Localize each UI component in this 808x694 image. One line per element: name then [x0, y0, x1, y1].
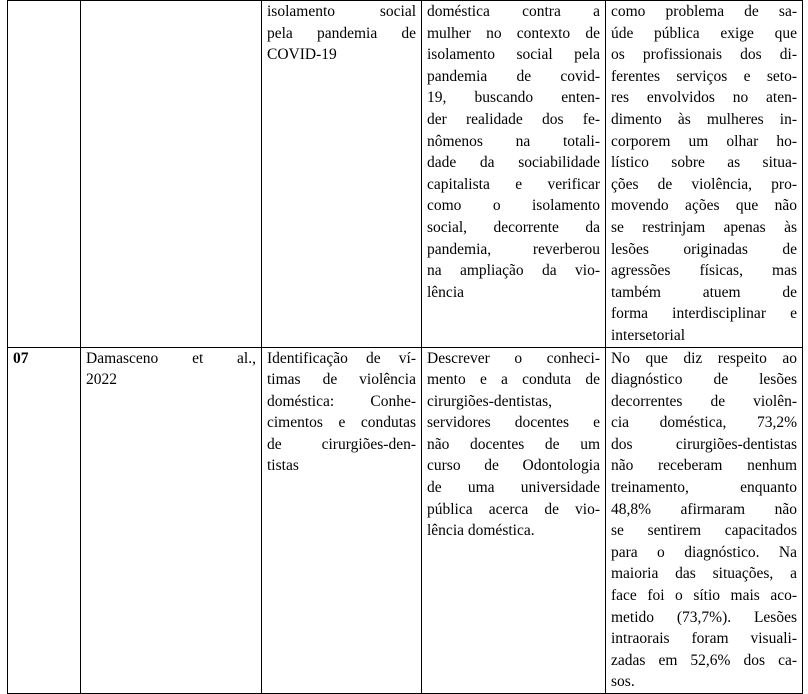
text-line: de uma universidade [427, 479, 600, 497]
study-title [267, 348, 416, 478]
text-line: isolamento social [267, 3, 416, 20]
text-line: tistas [267, 457, 299, 475]
text-line: lência [427, 283, 465, 301]
title-cell [262, 1, 422, 348]
text-line: não receberam nenhum [611, 457, 797, 475]
text-line: dimento às mulheres in- [611, 110, 797, 128]
text-line: cirurgiões-dentistas, [427, 392, 552, 410]
text-line: res envolvidos no aten- [611, 89, 797, 107]
text-line: Descrever o conheci- [427, 349, 600, 367]
text-line: de cirurgiões-den- [267, 435, 416, 453]
text-line: 48,8% afirmaram não [611, 500, 797, 518]
text-line: pela pandemia de [267, 24, 416, 42]
text-line: corporem um olhar ho- [611, 132, 797, 150]
text-line: No que diz respeito ao [611, 349, 797, 367]
text-line: dade da sociabilidade [427, 154, 600, 172]
text-line: como problema de sa- [611, 3, 797, 20]
text-line: maioria das situações, a [611, 565, 797, 583]
text-line: mento e a conduta de [427, 371, 600, 389]
title-cell [262, 347, 422, 694]
text-line: agressões físicas, mas [611, 262, 797, 280]
text-line: pública acerca de vio- [427, 500, 600, 518]
text-line: COVID-19 [267, 46, 337, 64]
study-number-cell [8, 347, 81, 694]
text-line: dos cirurgiões-dentistas [611, 435, 797, 453]
literature-review-table [7, 0, 803, 694]
text-line: intersetorial [611, 326, 686, 344]
text-line: intraorais foram visuali- [611, 630, 797, 648]
text-line: timas de violência [267, 371, 416, 389]
text-line: Damasceno et al., [86, 349, 256, 367]
study-results [611, 1, 797, 347]
text-line: como o isolamento [427, 197, 600, 215]
text-line: pandemia de covid- [427, 67, 600, 85]
text-line: também atuem de [611, 283, 797, 301]
text-line: Identificação de ví- [267, 349, 416, 367]
text-line: diagnóstico de lesões [611, 371, 797, 389]
objective-cell [422, 1, 606, 348]
text-line: lístico sobre as situa- [611, 154, 797, 172]
text-line: decorrentes de violên- [611, 392, 797, 410]
text-line: capitalista e verificar [427, 175, 600, 193]
text-line: para o diagnóstico. Na [611, 543, 797, 561]
text-line: forma interdisciplinar e [611, 305, 797, 323]
text-line: doméstica contra a [427, 3, 600, 20]
author-year-cell [81, 1, 262, 348]
text-line: os profissionais dos di- [611, 46, 797, 64]
text-line: pandemia, reverberou [427, 240, 600, 258]
text-line: curso de Odontologia [427, 457, 600, 475]
study-results [611, 348, 797, 694]
text-line: se sentirem capacitados [611, 522, 797, 540]
text-line: isolamento social pela [427, 46, 600, 64]
text-line: ferentes serviços e seto- [611, 67, 797, 85]
text-line: servidores docentes e [427, 414, 600, 432]
text-line: treinamento, enquanto [611, 479, 797, 497]
text-line: face foi o sítio mais aco- [611, 587, 797, 605]
author-year [86, 348, 256, 391]
text-line: nômenos na totali- [427, 132, 600, 150]
study-number: 07 [13, 349, 29, 367]
text-line: der realidade dos fe- [427, 110, 600, 128]
study-objective [427, 348, 600, 542]
text-line: zadas em 52,6% dos ca- [611, 651, 797, 669]
table-row [8, 347, 803, 694]
text-line: úde pública exige que [611, 24, 797, 42]
results-cell [606, 1, 803, 348]
study-objective [427, 1, 600, 303]
text-line: doméstica: Conhe- [267, 392, 416, 410]
text-line: movendo ações que não [611, 197, 797, 215]
study-title [267, 1, 416, 66]
text-line: metido (73,7%). Lesões [611, 608, 797, 626]
text-line: se restrinjam apenas às [611, 218, 797, 236]
text-line: social, decorrente da [427, 218, 600, 236]
objective-cell [422, 347, 606, 694]
text-line: cimentos e condutas [267, 414, 416, 432]
text-line: ções de violência, pro- [611, 175, 797, 193]
text-line: mulher no contexto de [427, 24, 600, 42]
text-line: lesões originadas de [611, 240, 797, 258]
author-year-cell [81, 347, 262, 694]
text-line: cia doméstica, 73,2% [611, 414, 797, 432]
results-cell [606, 347, 803, 694]
text-line: 2022 [86, 371, 117, 389]
text-line: sos. [611, 673, 635, 691]
text-line: lência doméstica. [427, 522, 535, 540]
table-row [8, 1, 803, 348]
text-line: não docentes de um [427, 435, 600, 453]
study-number-cell [8, 1, 81, 348]
text-line: na ampliação da vio- [427, 262, 600, 280]
text-line: 19, buscando enten- [427, 89, 600, 107]
